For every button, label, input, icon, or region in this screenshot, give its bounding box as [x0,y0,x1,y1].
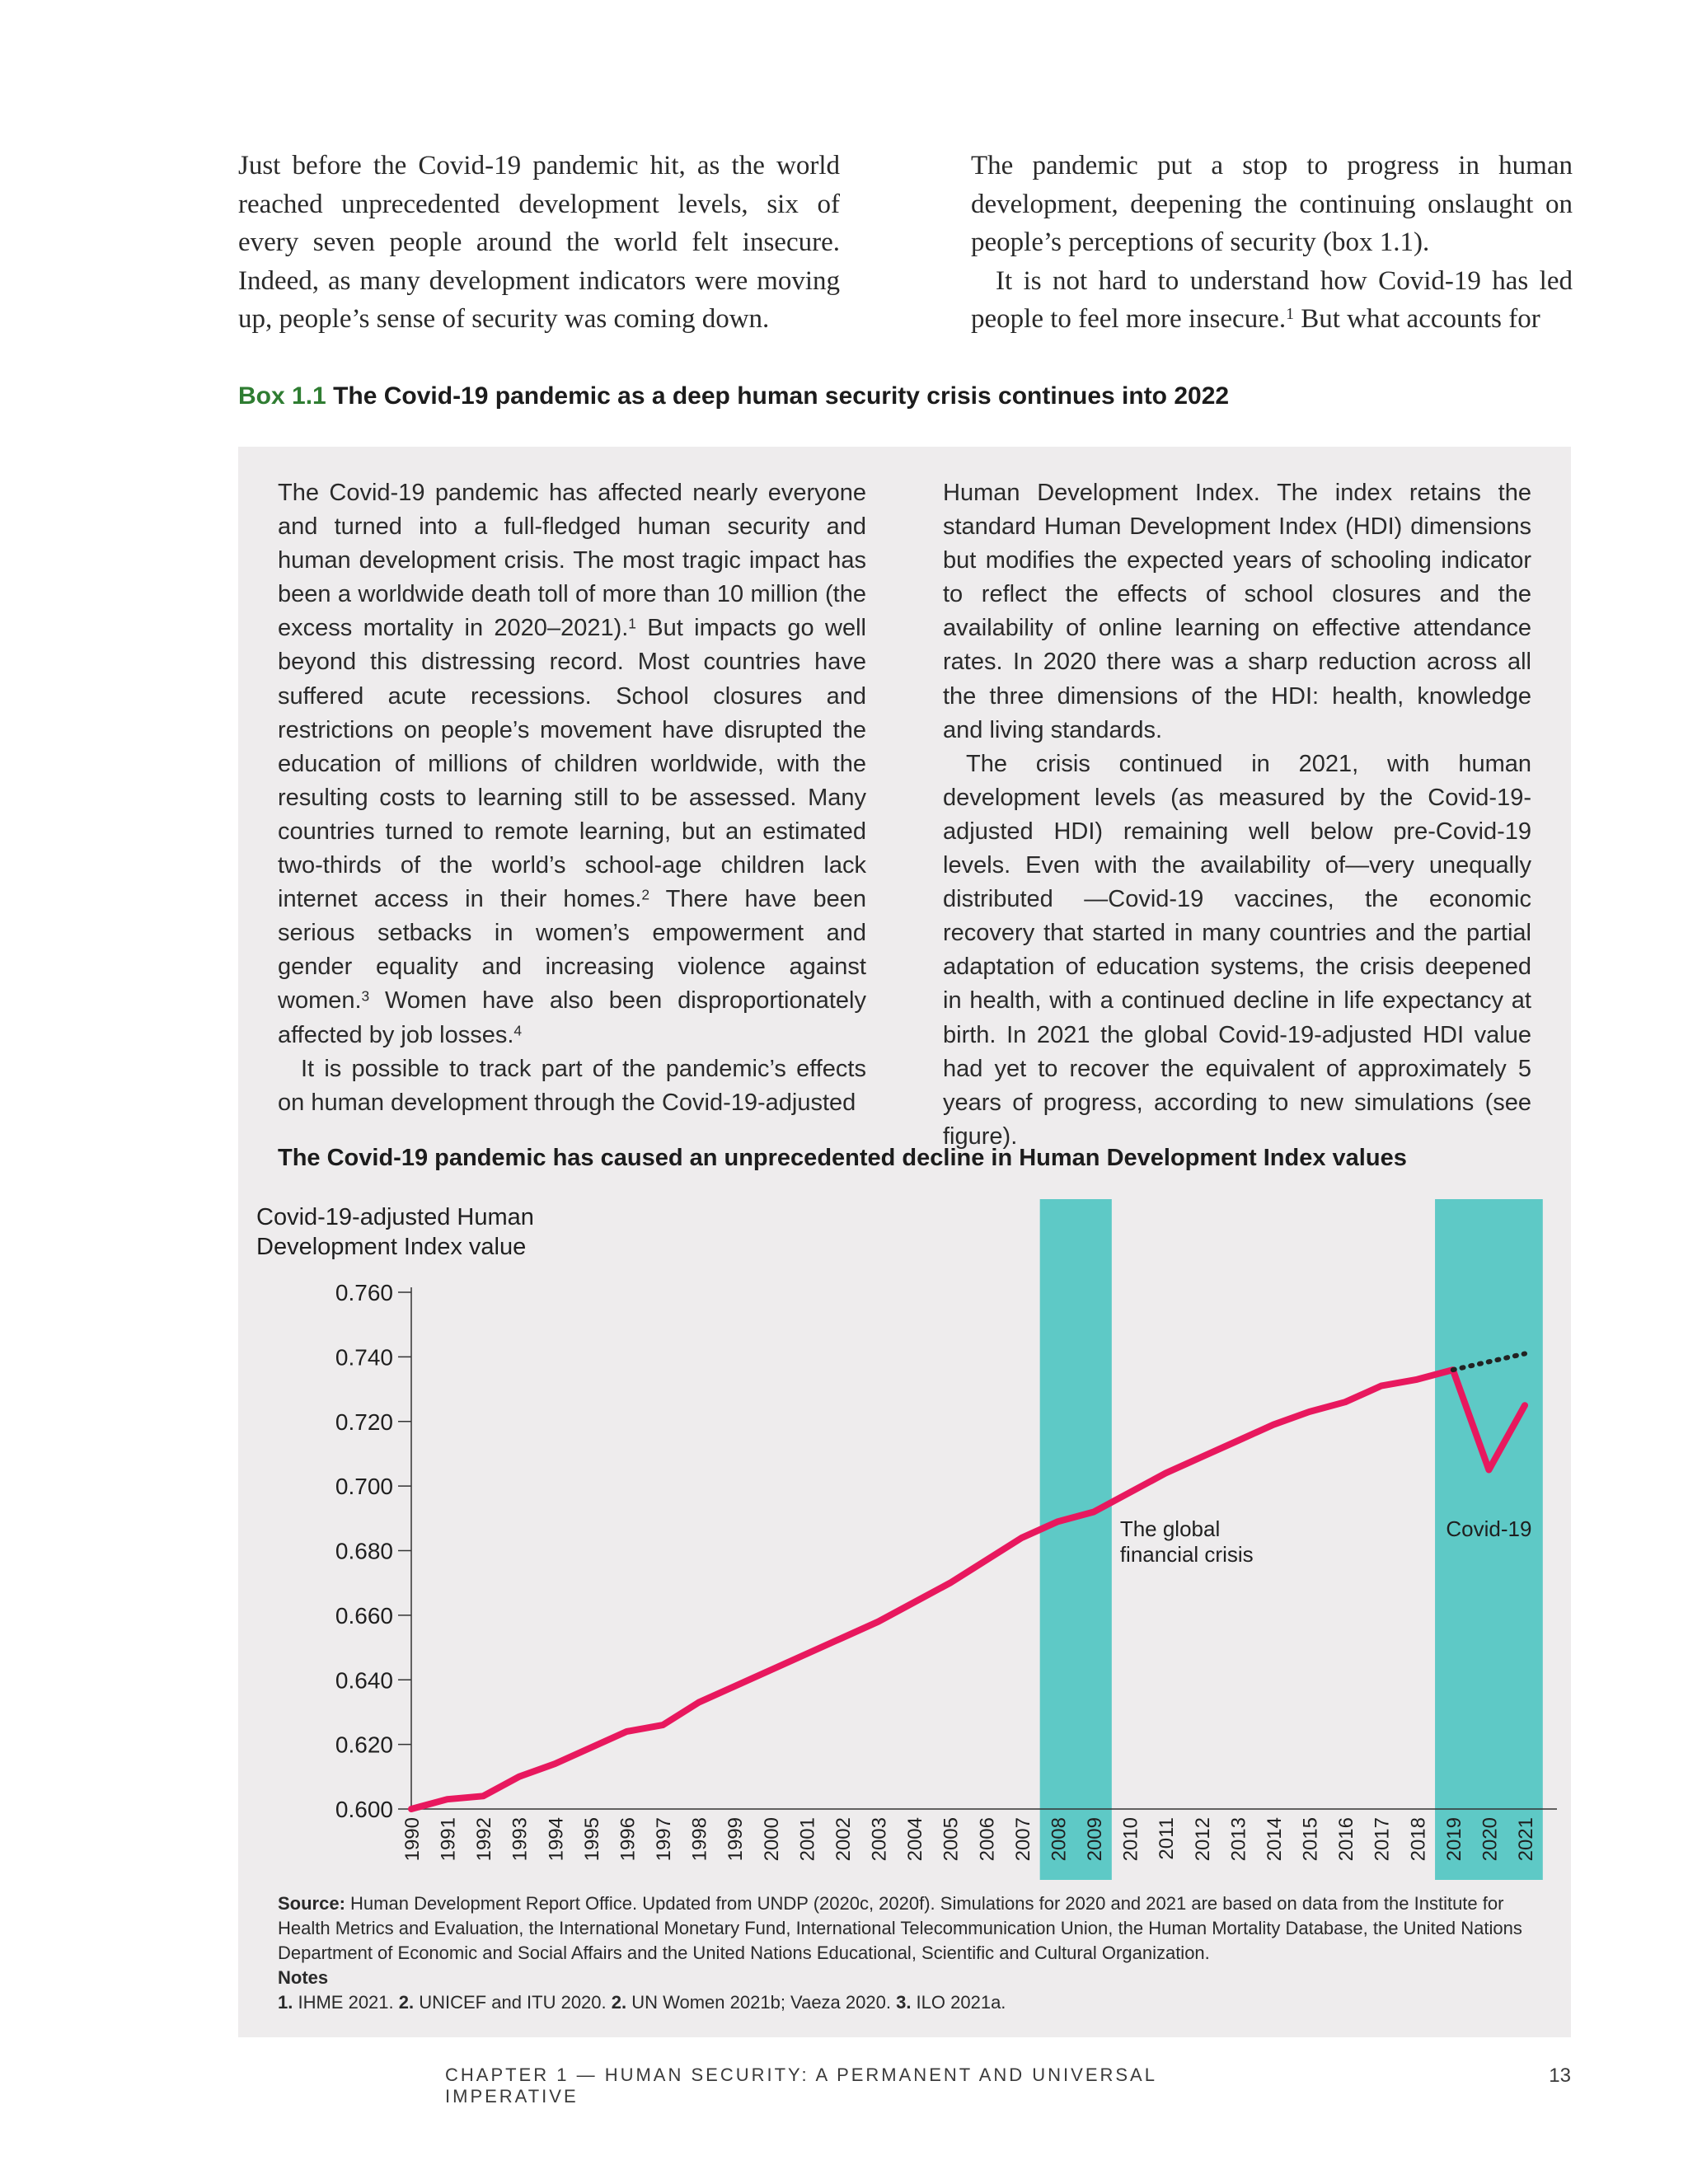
note-text: ILO 2021a. [911,1992,1006,2013]
x-tick-label: 2019 [1442,1817,1465,1862]
hdi-data-point [660,1722,665,1727]
x-tick-label: 1991 [437,1817,460,1862]
x-tick-label: 1990 [401,1817,424,1862]
x-tick-label: 1995 [580,1817,603,1862]
hdi-data-point [552,1761,557,1766]
box-title: The Covid-19 pandemic as a deep human security crisis continues into 2022 [333,382,1230,410]
chart-series [409,1354,1527,1812]
hdi-data-point [840,1635,845,1640]
x-tick-label: 2018 [1407,1817,1430,1862]
note-text: IHME 2021. [293,1992,399,2013]
figure-title: The Covid-19 pandemic has caused an unprecedented decline in Human Development Index values [278,1145,1407,1171]
x-tick-label: 2001 [796,1817,819,1862]
hdi-data-point [1307,1409,1312,1414]
x-tick-label: 1992 [473,1817,496,1862]
box-paragraph: It is possible to track part of the pandemic’s effects on human development through the Covid-19-adjusted [278,1055,866,1116]
financial-crisis-label: financial crisis [1119,1542,1254,1567]
body-text-span: It is not hard to understand how Covid-19 has led people to feel more insecure. [971,265,1573,334]
box-text-span: Women have also been disproportionately affected by job losses. [278,987,866,1048]
y-tick-label: 0.720 [335,1408,393,1435]
hdi-data-point [409,1807,414,1811]
x-tick-label: 2006 [976,1817,999,1862]
hdi-data-point [1486,1468,1491,1473]
note-number: 1. [278,1992,293,2013]
covid-label: Covid-19 [1446,1516,1532,1541]
x-tick-label: 2012 [1191,1817,1214,1862]
hdi-data-point [1055,1519,1060,1524]
note-text: UNICEF and ITU 2020. [414,1992,612,2013]
endnote-ref[interactable]: 3 [361,987,370,1005]
hdi-data-point [768,1667,773,1672]
hdi-data-point [912,1600,917,1605]
y-tick-label: 0.760 [335,1280,393,1305]
x-tick-label: 1993 [509,1817,532,1862]
hdi-data-point [948,1581,953,1586]
hdi-data-point [1163,1470,1168,1475]
x-tick-label: 2015 [1299,1817,1322,1862]
hdi-data-point [1522,1403,1527,1408]
y-tick-label: 0.740 [335,1344,393,1371]
x-tick-label: 2009 [1084,1817,1107,1862]
y-axis-label: Covid-19-adjusted Human [256,1204,534,1230]
hdi-data-point [804,1652,809,1657]
body-text-span: But what accounts for [1293,304,1540,334]
note-text: UN Women 2021b; Vaeza 2020. [626,1992,897,2013]
hdi-data-point [1343,1399,1348,1404]
box-number: Box 1.1 [238,382,326,410]
body-paragraph: The pandemic put a stop to progress in human development, deepening the continuing onslaught on people’s perceptions of security (box 1.1). [971,151,1573,257]
hdi-data-point [1271,1422,1276,1427]
endnote-ref[interactable]: 1 [1286,305,1294,324]
y-tick-label: 0.660 [335,1602,393,1629]
box-panel [238,447,1571,2037]
source-label: Source: [278,1893,345,1914]
x-tick-label: 1996 [617,1817,640,1862]
source-text: Human Development Report Office. Updated from UNDP (2020c, 2020f). Simulations for 2020 and 2021 are based on data from the Institute for Health Metrics and Evaluation, the International Monetary Fund, International Telecommunication Union, the Human Mortality Database, the United Nations Department of Economic and Social Affairs and the United Nations Educational, Scientific and Cultural Organization. [278,1893,1522,1963]
hdi-data-point [1379,1384,1384,1389]
x-tick-label: 2017 [1371,1817,1394,1862]
x-tick-label: 2008 [1048,1817,1071,1862]
x-tick-label: 1994 [545,1817,568,1862]
hdi-data-point [624,1729,629,1734]
note-number: 2. [611,1992,627,2013]
box-paragraph: The crisis continued in 2021, with human development levels (as measured by the Covid-19-adjusted HDI) remaining well below pre-Covid-19 levels. Even with the availability of—very unequally distributed —Covid-19 vaccines, the economic recovery that started in many countries and the partial adaptation of education systems, the crisis deepened in health, with a continued decline in life expectancy at birth. In 2021 the global Covid-19-adjusted HDI value had yet to recover the equivalent of approximately 5 years of progress, according to new simulations (see figure). [943,750,1531,1150]
hdi-data-point [588,1746,593,1750]
body-text-left-column [238,147,840,339]
hdi-data-point [1199,1455,1204,1460]
hdi-data-point [517,1774,522,1779]
financial-crisis-band [1040,1199,1112,1880]
hdi-data-point [1235,1438,1240,1443]
hdi-data-point [983,1558,988,1563]
source-line [278,1891,1531,1966]
notes-line [278,1990,1531,2015]
hdi-data-point [481,1793,485,1798]
box-text-span: There have been serious setbacks in women’s empowerment and gender equality and increasing violence against women. [278,886,866,1015]
x-tick-label: 2013 [1227,1817,1250,1862]
hdi-series-line [411,1370,1525,1809]
x-tick-label: 1999 [724,1817,748,1862]
x-tick-label: 2004 [904,1817,927,1862]
y-axis-label: Development Index value [256,1234,527,1260]
hdi-data-point [445,1797,450,1802]
x-tick-label: 1998 [688,1817,711,1862]
hdi-line-chart [238,447,1571,1881]
y-tick-label: 0.600 [335,1797,393,1822]
footer-chapter-title: CHAPTER 1 — HUMAN SECURITY: A PERMANENT AND UNIVERSAL IMPERATIVE [445,2064,1157,2107]
x-tick-label: 2000 [760,1817,783,1862]
x-tick-label: 2020 [1479,1817,1502,1862]
x-tick-label: 2007 [1011,1817,1034,1862]
hdi-data-point [1020,1535,1025,1540]
x-tick-label: 2005 [940,1817,963,1862]
page-number: 13 [1549,2064,1571,2087]
financial-crisis-label: The global [1119,1516,1221,1541]
x-tick-label: 2010 [1119,1817,1142,1862]
x-tick-label: 2016 [1335,1817,1358,1862]
box-text-span: But impacts go well beyond this distressing record. Most countries have suffered acute recessions. School closures and restrictions on people’s movement have disrupted the education of millions of children worldwide, with the resulting costs to learning still to be assessed. Many countries turned to remote learning, but an estimated two-thirds of the world’s school-age children lack internet access in their homes. [278,615,866,913]
y-tick-label: 0.620 [335,1732,393,1758]
hdi-data-point [876,1619,881,1624]
x-tick-label: 2014 [1263,1817,1286,1862]
note-number: 2. [398,1992,415,2013]
y-tick-label: 0.700 [335,1474,393,1500]
notes-label: Notes [278,1967,329,1988]
x-tick-label: 2003 [868,1817,891,1862]
figure-source-notes [278,1891,1531,2015]
x-tick-label: 1997 [653,1817,676,1862]
body-paragraph: Just before the Covid-19 pandemic hit, as the world reached unprecedented development levels, six of every seven people around the world felt insecure. Indeed, as many development indicators were moving up, people’s sense of security was coming down. [238,151,840,334]
body-paragraph [971,262,1573,339]
endnote-ref[interactable]: 1 [628,615,636,632]
body-text-right-column [971,147,1573,339]
hdi-data-point [696,1700,701,1705]
box-paragraph: Human Development Index. The index retains the standard Human Development Index (HDI) dimensions but modifies the expected years of schooling indicator to reflect the effects of school closures and the availability of online learning on effective attendance rates. In 2020 there was a sharp reduction across all the three dimensions of the HDI: health, knowledge and living standards. [943,480,1531,743]
note-number: 3. [896,1992,912,2013]
hdi-data-point [1414,1377,1419,1382]
y-tick-label: 0.680 [335,1538,393,1564]
x-tick-label: 2002 [832,1817,855,1862]
hdi-data-point [732,1684,737,1689]
hdi-data-point [1091,1509,1096,1514]
x-tick-label: 2011 [1156,1817,1179,1860]
box-heading [238,382,1573,410]
endnote-ref[interactable]: 2 [641,886,650,903]
y-tick-label: 0.640 [335,1667,393,1694]
hdi-data-point [1128,1490,1132,1495]
box-text-span: The Covid-19 pandemic has affected nearly everyone and turned into a full-fledged human security and human development crisis. The most tragic impact has been a worldwide death toll of more than 10 million (the excess mortality in 2020–2021). [278,480,866,642]
notes-heading [278,1966,1531,1990]
endnote-ref[interactable]: 4 [513,1021,523,1038]
x-tick-label: 2021 [1515,1817,1537,1862]
